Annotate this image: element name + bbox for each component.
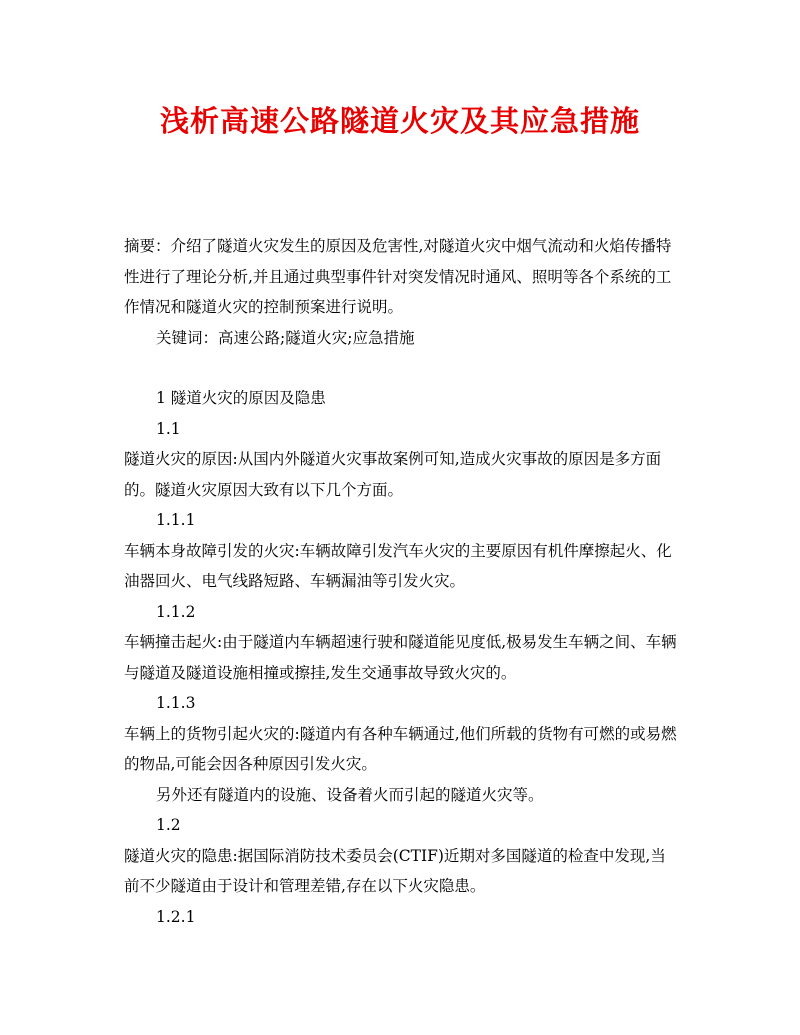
paragraph-1-1-2: 车辆撞击起火:由于隧道内车辆超速行驶和隧道能见度低,极易发生车辆之间、车辆与隧道及隧道设施相撞或擦挂,发生交通事故导致火灾的。 [124, 633, 677, 682]
document-title: 浅析高速公路隧道火灾及其应急措施 [159, 104, 640, 138]
paragraph-1-2: 隧道火灾的隐患:据国际消防技术委员会(CTIF)近期对多国隧道的检查中发现,当前不少隧道由于设计和管理差错,存在以下火灾隐患。 [124, 846, 666, 895]
paragraph-1-1: 隧道火灾的原因:从国内外隧道火灾事故案例可知,造成火灾事故的原因是多方面的。隧道火灾原因大致有以下几个方面。 [124, 450, 662, 499]
section-number-1-1: 1.1 [156, 419, 181, 438]
abstract-paragraph: 摘要：介绍了隧道火灾发生的原因及危害性,对隧道火灾中烟气流动和火焰传播特性进行了理论分析,并且通过典型事件针对突发情况时通风、照明等各个系统的工作情况和隧道火灾的控制预案进行说明。 [124, 237, 672, 316]
section-number-1-2: 1.2 [156, 816, 181, 834]
section-number-1-2-1: 1.2.1 [156, 907, 196, 926]
document-body [124, 231, 680, 932]
section-heading-1: 1 隧道火灾的原因及隐患 [156, 389, 326, 407]
paragraph-other-causes: 另外还有隧道内的设施、设备着火而引起的隧道火灾等。 [156, 785, 544, 804]
section-number-1-1-1: 1.1.1 [156, 511, 196, 529]
spacer [124, 353, 680, 383]
section-number-1-1-2: 1.1.2 [156, 602, 196, 621]
section-number-1-1-3: 1.1.3 [156, 694, 196, 712]
paragraph-1-1-3: 车辆上的货物引起火灾的:隧道内有各种车辆通过,他们所载的货物有可燃的或易燃的物品,可能会因各种原因引发火灾。 [124, 724, 677, 773]
paragraph-1-1-1: 车辆本身故障引发的火灾:车辆故障引发汽车火灾的主要原因有机件摩擦起火、化油器回火、电气线路短路、车辆漏油等引发火灾。 [124, 541, 672, 590]
keywords-line: 关键词：高速公路;隧道火灾;应急措施 [156, 328, 415, 347]
